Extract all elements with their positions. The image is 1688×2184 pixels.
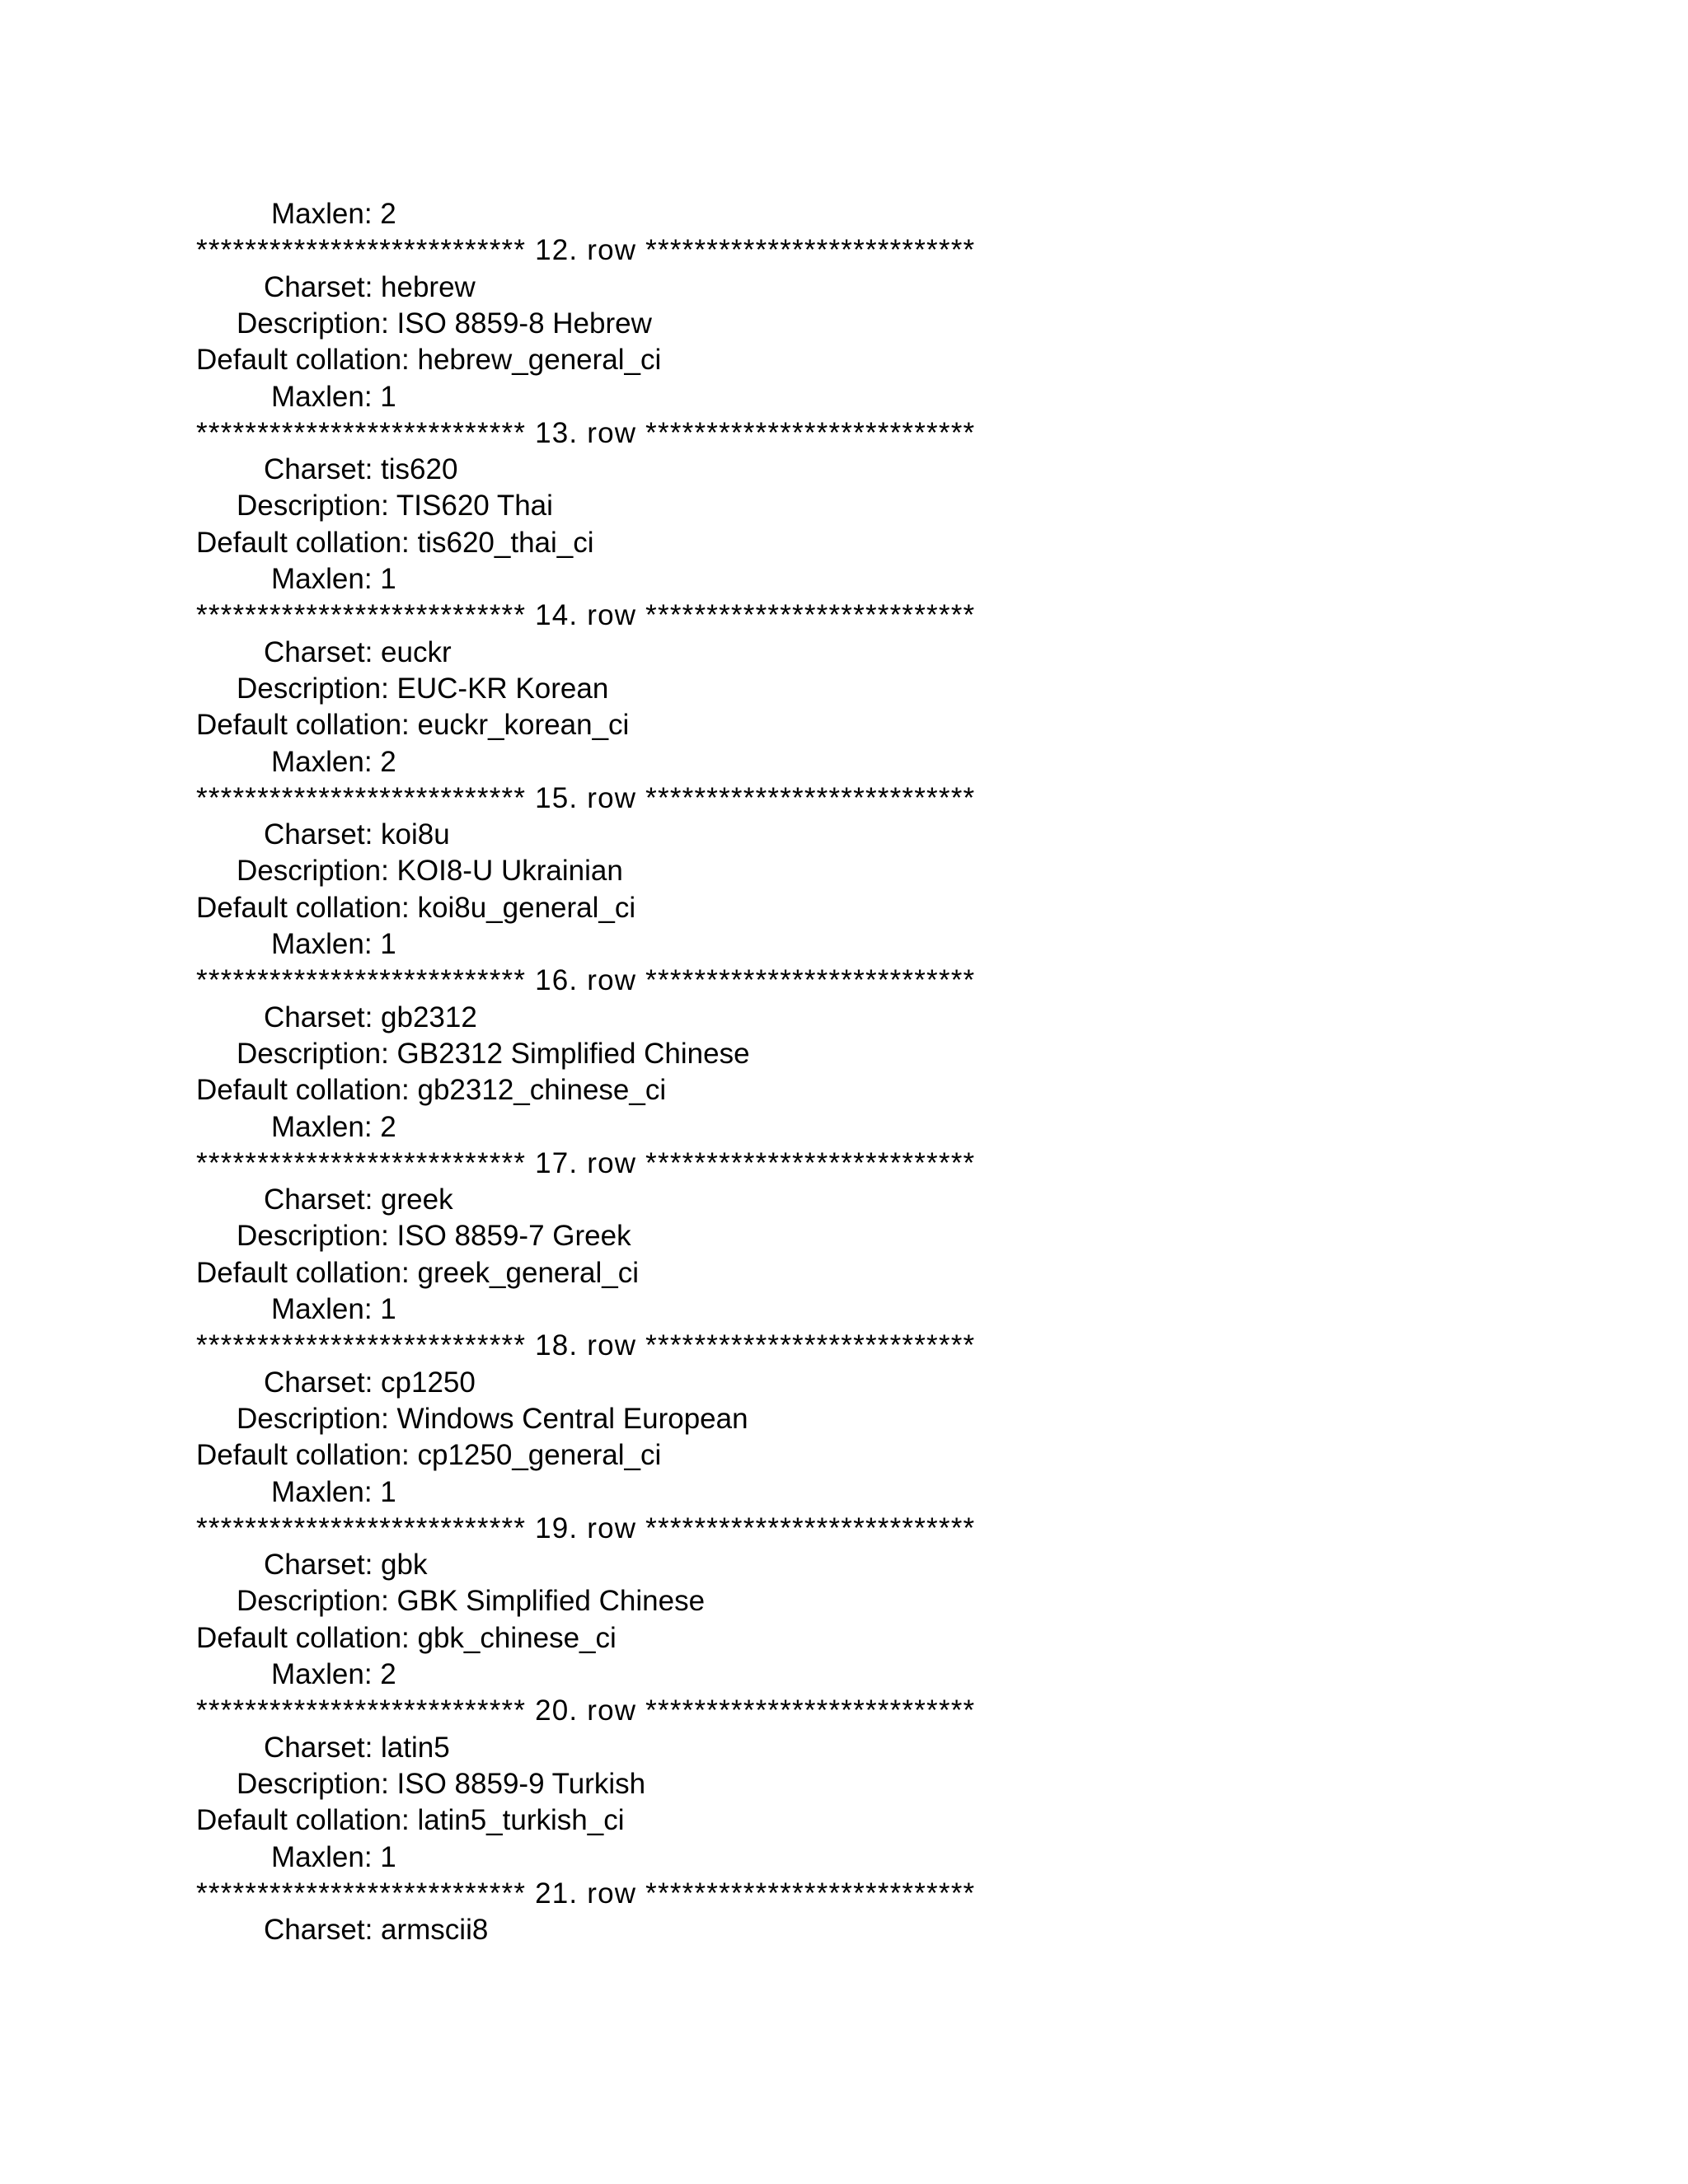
field-value: armscii8 [381,1914,489,1947]
field-value: ISO 8859-9 Turkish [396,1767,646,1800]
field-line [264,635,452,671]
field-separator: : [363,198,381,230]
field-value: tis620 [381,453,458,486]
field-value: euckr [381,635,452,668]
field-value: hebrew_general_ci [417,344,662,377]
field-value: koi8u_general_ci [417,891,636,924]
row-divider: *************************** 19. row *************************** [196,1511,976,1544]
field-line [264,452,457,488]
field-separator: : [364,1731,382,1764]
field-value: gbk [381,1549,428,1582]
field-label: Default collation [196,526,402,559]
field-value: Windows Central European [396,1402,748,1435]
row-divider: *************************** 15. row *************************** [196,781,976,814]
field-line [271,1109,396,1146]
field-value: cp1250_general_ci [417,1439,662,1472]
field-separator: : [363,1293,381,1325]
field-label: Maxlen [271,1475,364,1508]
field-line [196,1620,617,1657]
field-separator: : [363,380,381,413]
field-label: Maxlen [271,380,364,413]
field-label: Maxlen [271,1293,364,1325]
field-value: 1 [380,1840,396,1873]
field-line [271,379,396,415]
field-value: tis620_thai_ci [417,526,594,559]
field-separator: : [401,1804,418,1837]
field-line [196,707,629,743]
field-separator: : [381,1037,397,1070]
field-value: 1 [380,928,396,960]
field-line [196,890,635,926]
field-line [264,1912,488,1948]
field-line [271,196,396,232]
field-label: Default collation [196,1256,402,1289]
row-divider: *************************** 14. row *************************** [196,599,976,632]
field-line [271,1291,396,1328]
field-line [237,1218,631,1254]
field-value: greek [381,1183,453,1216]
field-label: Charset [264,1731,365,1764]
field-line [271,561,396,598]
field-line [264,1182,453,1218]
field-separator: : [381,1767,397,1800]
field-label: Description [237,490,382,523]
field-separator: : [364,1183,382,1216]
field-label: Charset [264,818,365,851]
field-label: Default collation [196,1621,402,1654]
field-label: Charset [264,270,365,303]
field-line [271,744,396,780]
field-separator: : [363,928,381,960]
field-value: greek_general_ci [417,1256,640,1289]
field-label: Maxlen [271,745,364,778]
field-value: 2 [380,745,396,778]
field-value: gb2312 [381,1001,477,1033]
field-line [271,1840,396,1876]
field-separator: : [401,709,418,742]
row-divider: *************************** 20. row *************************** [196,1694,976,1727]
field-value: EUC-KR Korean [396,672,609,705]
field-separator: : [364,453,382,486]
field-separator: : [363,1475,381,1508]
field-separator: : [401,1074,418,1107]
field-separator: : [364,818,382,851]
field-line [264,817,450,853]
field-value: 1 [380,380,396,413]
field-value: euckr_korean_ci [417,709,630,742]
row-divider: *************************** 18. row *************************** [196,1329,976,1362]
field-label: Description [237,1585,382,1618]
field-line [237,1401,748,1437]
field-value: ISO 8859-8 Hebrew [396,307,652,340]
field-separator: : [381,1402,397,1435]
field-line [237,1036,750,1072]
field-separator: : [363,1658,381,1690]
field-value: cp1250 [381,1366,476,1399]
field-separator: : [364,1549,382,1582]
row-divider: *************************** 21. row *************************** [196,1877,976,1910]
field-line [196,1802,624,1839]
row-divider: *************************** 13. row *************************** [196,416,976,449]
field-label: Maxlen [271,1658,364,1690]
field-label: Charset [264,1183,365,1216]
field-line [264,1547,427,1583]
field-label: Description [237,672,382,705]
field-label: Charset [264,1549,365,1582]
field-value: 1 [380,1293,396,1325]
field-separator: : [401,344,418,377]
field-label: Charset [264,1001,365,1033]
field-value: TIS620 Thai [396,490,553,523]
field-line [237,853,623,889]
field-separator: : [364,1366,382,1399]
field-label: Description [237,1037,382,1070]
field-label: Default collation [196,709,402,742]
field-value: latin5 [381,1731,450,1764]
field-line [196,1255,639,1291]
field-label: Maxlen [271,928,364,960]
row-divider: *************************** 17. row *************************** [196,1146,976,1179]
field-separator: : [401,526,418,559]
field-separator: : [364,1914,382,1947]
field-value: hebrew [381,270,476,303]
field-line [196,525,594,561]
field-separator: : [401,1621,418,1654]
field-value: GB2312 Simplified Chinese [396,1037,750,1070]
field-line [264,1730,450,1766]
field-line [237,488,553,524]
field-label: Default collation [196,891,402,924]
field-label: Charset [264,453,365,486]
field-label: Charset [264,1914,365,1947]
field-line [196,1437,661,1474]
field-line [237,1766,645,1802]
field-label: Default collation [196,1804,402,1837]
field-line [264,269,476,306]
field-value: koi8u [381,818,450,851]
field-separator: : [381,1220,397,1253]
field-value: 1 [380,1475,396,1508]
field-separator: : [363,1840,381,1873]
field-value: KOI8-U Ukrainian [396,855,623,888]
field-separator: : [381,1585,397,1618]
field-separator: : [363,745,381,778]
field-separator: : [363,563,381,595]
field-separator: : [381,855,397,888]
field-separator: : [401,1256,418,1289]
field-value: 2 [380,1658,396,1690]
field-separator: : [363,1110,381,1143]
field-value: gbk_chinese_ci [417,1621,617,1654]
field-label: Default collation [196,1439,402,1472]
field-label: Description [237,1402,382,1435]
field-label: Default collation [196,1074,402,1107]
field-label: Default collation [196,344,402,377]
field-line [271,1657,396,1693]
field-separator: : [381,307,397,340]
field-separator: : [381,490,396,523]
field-line [264,1365,476,1401]
field-line [271,926,396,963]
field-line [237,671,608,707]
field-separator: : [401,1439,418,1472]
field-line [271,1474,396,1511]
field-label: Maxlen [271,1840,364,1873]
field-label: Description [237,1767,382,1800]
field-value: 2 [380,1110,396,1143]
field-separator: : [364,270,382,303]
field-separator: : [381,672,397,705]
field-value: ISO 8859-7 Greek [396,1220,631,1253]
field-separator: : [401,891,418,924]
field-label: Description [237,855,382,888]
field-label: Description [237,1220,382,1253]
field-line [237,306,652,342]
field-label: Maxlen [271,563,364,595]
row-divider: *************************** 12. row *************************** [196,234,976,267]
field-label: Description [237,307,382,340]
field-separator: : [364,1001,382,1033]
field-line [196,1072,666,1108]
field-line [237,1583,705,1619]
row-divider: *************************** 16. row *************************** [196,964,976,997]
field-separator: : [364,635,382,668]
field-value: 1 [380,563,396,595]
field-value: GBK Simplified Chinese [396,1585,706,1618]
field-value: gb2312_chinese_ci [417,1074,667,1107]
field-label: Maxlen [271,1110,364,1143]
field-label: Charset [264,635,365,668]
field-label: Maxlen [271,198,364,230]
field-label: Charset [264,1366,365,1399]
field-line [196,342,661,378]
field-line [264,1000,477,1036]
field-value: 2 [380,198,396,230]
field-value: latin5_turkish_ci [417,1804,625,1837]
